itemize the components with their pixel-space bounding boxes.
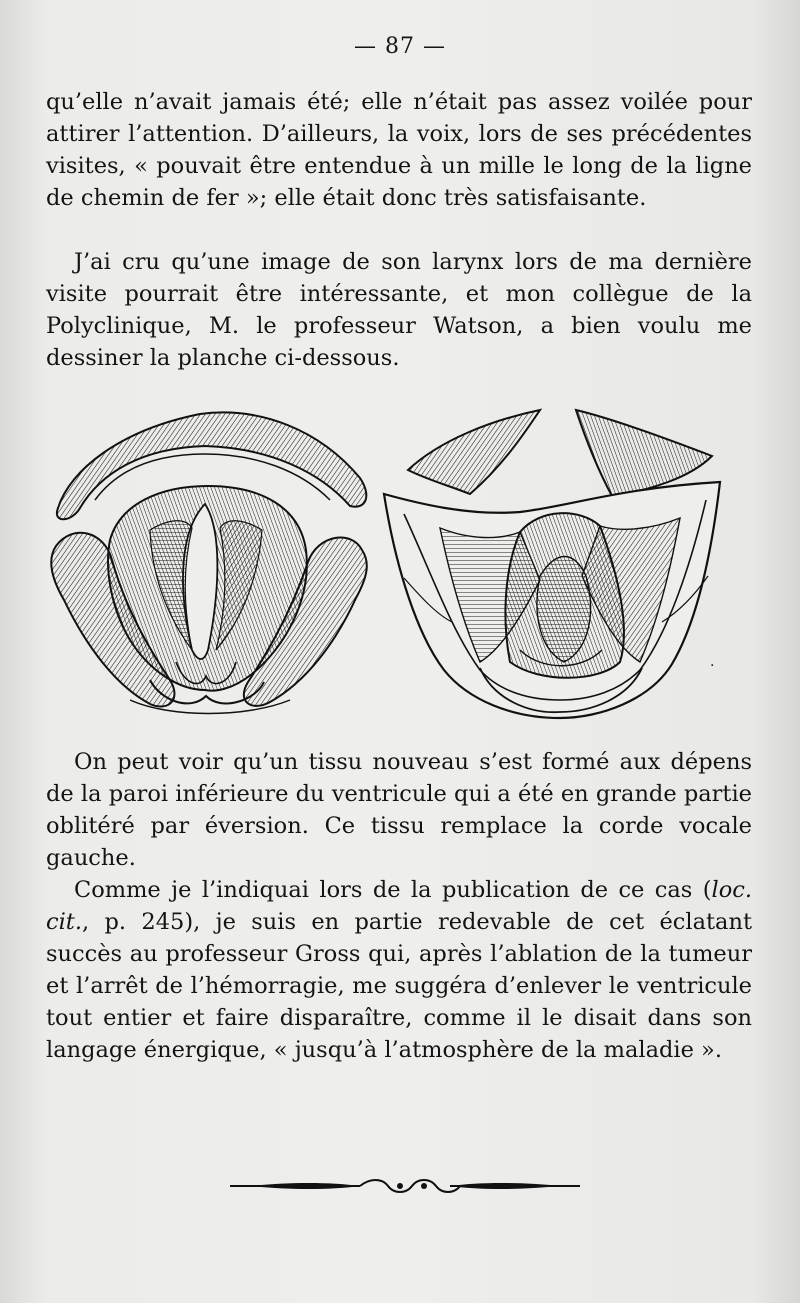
paragraph-3: On peut voir qu’un tissu nouveau s’est formé aux dépens de la paroi inférieure du ventricule qui a été en grande partie oblitéré par éversion. Ce tissu remplace la corde vocale gauche. <box>46 749 752 871</box>
paragraph-4 <box>46 874 752 1066</box>
svg-text:.: . <box>710 654 715 670</box>
citation: loc. cit. <box>46 877 752 935</box>
larynx-figure <box>0 400 800 730</box>
paragraph-1: qu’elle n’avait jamais été; elle n’était pas assez voilée pour attirer l’attention. D’ailleurs, la voix, lors de ses précédentes visites, « pouvait être entendue à un mille le long de la ligne de chemin de fer »; elle était donc très satisfaisante. <box>46 89 752 211</box>
paragraph-4-rest: , p. 245), je suis en partie redevable de cet éclatant succès au professeur Gross qui, après l’ablation de la tumeur et l’arrêt de l’hémorragie, me suggéra d’enlever le ventricule tout entier et faire disparaître, comme il le disait dans son langage énergique, « jusqu’à l’atmosphère de la maladie ». <box>46 909 752 1063</box>
page-number: — 87 — <box>354 34 446 59</box>
paragraph-4-start: Comme je l’indiquai lors de la publication de ce cas ( <box>74 877 712 903</box>
paragraph-2: J’ai cru qu’une image de son larynx lors de ma dernière visite pourrait être intéressante, et mon collègue de la Polyclinique, M. le professeur Watson, a bien voulu me dessiner la planche ci-dessous. <box>46 249 752 371</box>
larynx-illustration-right <box>384 410 720 718</box>
larynx-illustration-left <box>51 412 366 713</box>
end-ornament <box>230 1175 580 1197</box>
